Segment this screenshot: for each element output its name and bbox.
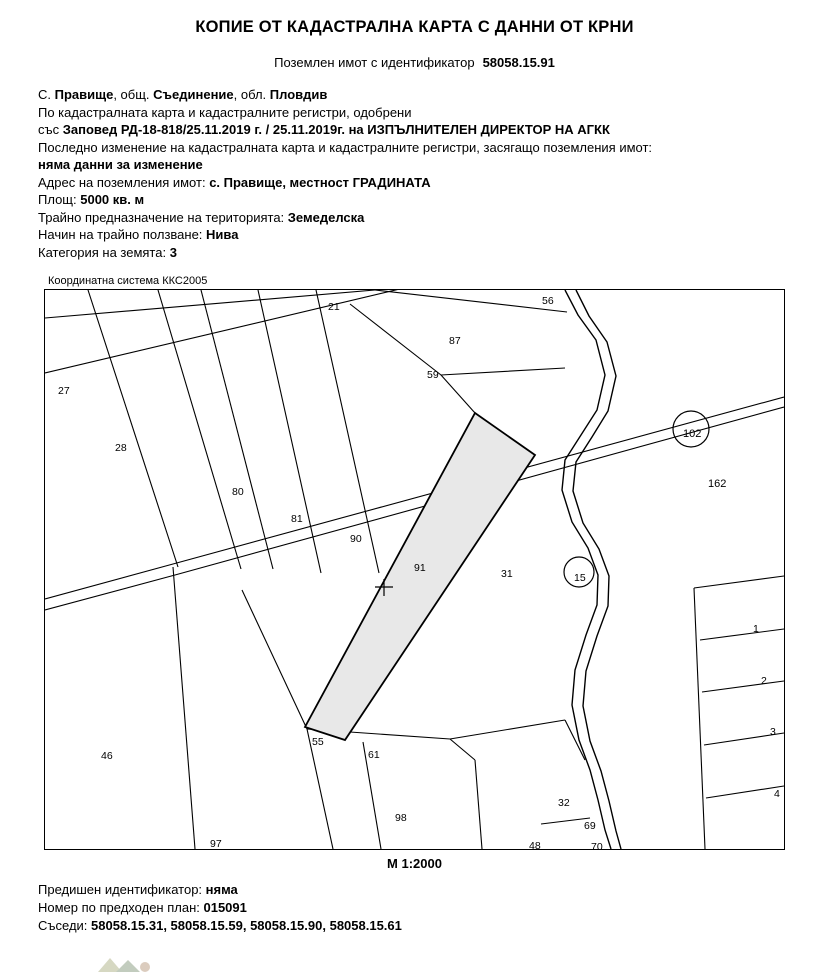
parcel-number-label: 59 [427,369,439,381]
usage-value: Нива [206,227,239,242]
village-name: Правище [54,87,114,102]
parcel-number-label: 80 [232,486,244,498]
previous-plan-line [38,899,829,917]
parcel-number-label: 162 [708,478,727,490]
coordinate-system-label: Координатна система ККС2005 [48,275,208,287]
previous-identifier-line [38,881,829,899]
parcel-number-label: 81 [291,513,303,525]
address-value: с. Правище, местност ГРАДИНАТА [209,174,431,190]
info-no-change-value: няма данни за изменение [38,157,203,172]
order-prefix: със [38,122,63,137]
info-last-change-line: Последно изменение на кадастралната карта и кадастралните регистри, засягащо поземления имот: [38,139,653,155]
parcel-number-label: 70 [591,841,603,850]
previous-plan-value: 015091 [203,900,247,915]
municipality-prefix: , общ. [113,87,154,102]
parcel-number-label: 32 [558,797,570,809]
previous-identifier-label: Предишен идентификатор: [38,882,206,897]
info-area-line [38,191,791,209]
neighbors-line [38,917,829,935]
address-label: Адрес на поземления имот: [38,174,210,190]
map-scale: М 1:2000 [387,856,442,871]
previous-plan-label: Номер по предходен план: [38,900,204,915]
parcel-number-label: 90 [350,533,362,545]
info-territory-line [38,209,791,227]
info-usage-line [38,226,791,244]
usage-label: Начин на трайно ползване: [38,227,207,242]
parcel-number-label: 1 [753,623,759,635]
property-info-block [0,86,829,261]
parcel-number-label: 15 [574,572,586,584]
municipality-name: Съединение [153,87,234,102]
category-value: 3 [169,244,177,260]
parcel-number-label: 56 [542,295,554,307]
identifier-label: Поземлен имот с идентификатор [274,55,475,70]
parcel-number-label: 21 [328,301,340,313]
watermark-logo [96,956,156,974]
parcel-number-label: 97 [210,838,222,850]
parcel-number-label: 102 [683,428,702,440]
region-prefix: , обл. [233,87,270,102]
info-location-line [38,86,791,104]
parcel-number-label: 61 [368,749,380,761]
parcel-number-label: 55 [312,736,324,748]
info-category-line [38,244,791,262]
parcel-number-label: 27 [58,385,70,397]
parcel-number-label: 69 [584,820,596,832]
footer-info-block [0,881,829,935]
order-value: Заповед РД-18-818/25.11.2019 г. / 25.11.2019г. на ИЗПЪЛНИТЕЛЕН ДИРЕКТОР НА АГКК [62,122,610,137]
territory-label: Трайно предназначение на територията: [38,209,288,225]
area-label: Площ: [38,192,81,207]
region-name: Пловдив [269,87,328,102]
parcel-identifier: 58058.15.91 [482,55,555,70]
parcel-identifier-line [0,55,829,70]
info-address-line [38,174,791,192]
location-prefix: С. [38,87,55,102]
parcel-number-label: 2 [761,675,767,687]
page-title: КОПИЕ ОТ КАДАСТРАЛНА КАРТА С ДАННИ ОТ КРНИ [195,18,634,36]
info-order-line [38,121,791,139]
parcel-number-label: 91 [414,562,426,574]
parcel-number-label: 3 [770,726,776,738]
parcel-number-label: 31 [501,568,513,580]
parcel-number-label: 46 [101,750,113,762]
area-value: 5000 кв. м [80,192,145,207]
cadastral-map[interactable] [44,289,785,850]
parcel-number-label: 87 [449,335,461,347]
parcel-number-label: 28 [115,442,127,454]
cadastral-document-page [0,18,829,974]
parcel-number-label: 4 [774,788,780,800]
parcel-number-label: 98 [395,812,407,824]
neighbors-value: 58058.15.31, 58058.15.59, 58058.15.90, 58058.15.61 [91,918,402,933]
neighbors-label: Съседи: [38,918,92,933]
parcel-number-label: 48 [529,840,541,850]
previous-identifier-value: няма [205,882,238,897]
category-label: Категория на земята: [38,244,170,260]
info-approved-line: По кадастралната карта и кадастралните регистри, одобрени [38,104,412,120]
territory-value: Земеделска [287,209,365,225]
